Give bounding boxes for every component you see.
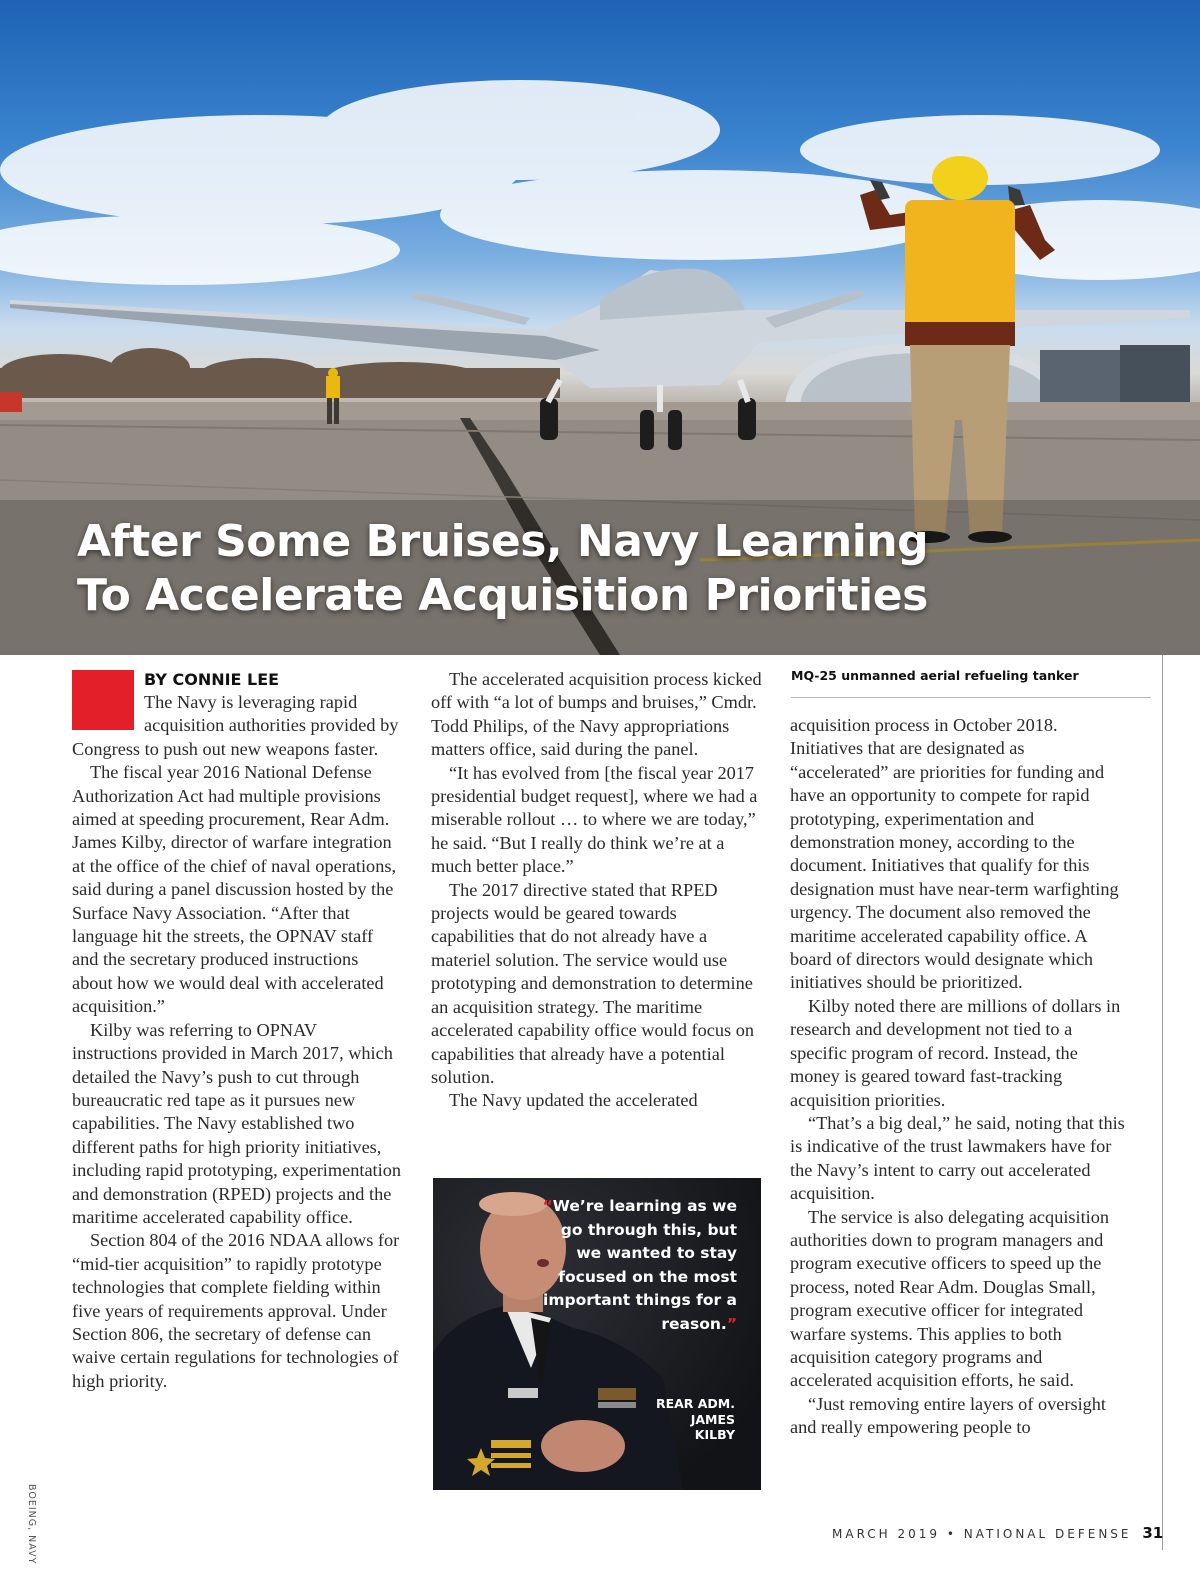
paragraph: The Navy updated the accelerated <box>449 1090 698 1111</box>
attribution-line: JAMES <box>690 1411 735 1427</box>
paragraph: The accelerated acquisition process kicked off with “a lot of bumps and bruises,” Cmdr. Todd Philips, of the Navy appropriations matters office, said during the panel. <box>431 669 762 760</box>
headline-line-1: After Some Bruises, Navy Learning <box>77 516 929 567</box>
clouds <box>0 80 1200 285</box>
paragraph: Kilby noted there are millions of dollars in research and development not tied to a specific program of record. Instead, the money is geared toward fast-tracking acquisition priorities. <box>790 995 1121 1110</box>
pullquote-text: We’re learning as we go through this, but we wanted to stay focused on the most important things for a reason. <box>543 1197 737 1333</box>
article-column-1 <box>72 668 402 1393</box>
attribution-line: KILBY <box>694 1427 735 1442</box>
headline-line-2: To Accelerate Acquisition Priorities <box>77 570 928 621</box>
photo-credit: BOEING, NAVY <box>26 1484 37 1565</box>
hero-photo <box>0 0 1200 655</box>
photo-caption: MQ-25 unmanned aerial refueling tanker <box>791 668 1151 698</box>
page-footer <box>832 1524 1163 1542</box>
pullquote-attribution <box>615 1396 735 1443</box>
tree-line <box>0 348 560 398</box>
open-quote-mark: “ <box>542 1197 553 1215</box>
pullquote-photo <box>433 1178 761 1490</box>
byline: BY CONNIE LEE <box>144 670 280 689</box>
close-quote-mark: ” <box>726 1314 737 1333</box>
article-column-3 <box>790 714 1125 1440</box>
paragraph: The fiscal year 2016 National Defense Authorization Act had multiple provisions aimed at speeding procurement, Rear Adm. James Kilby, director of warfare integration at the office of the chief of naval operations, said during a panel discussion hosted by the Surface Navy Association. “After that language hit the streets, the OPNAV staff and the secretary produced instructions about how we would deal with accelerated acquisition.” <box>72 762 397 1017</box>
paragraph: “Just removing entire layers of oversight and really empowering people to <box>790 1393 1107 1438</box>
page-number: 31 <box>1142 1524 1164 1542</box>
paragraph: Section 804 of the 2016 NDAA allows for “mid-tier acquisition” to rapidly prototype technologies that complete fielding within five years of requirements approval. Under Section 806, the secretary of defense can waive certain regulations for technologies of high priority. <box>72 1230 400 1391</box>
attribution-line: REAR ADM. <box>655 1396 735 1411</box>
paragraph: Kilby was referring to OPNAV instructions provided in March 2017, which detailed the Navy’s push to cut through bureaucratic red tape as it pursues new capabilities. The Navy established two different paths for high priority initiatives, including rapid prototyping, experimentation and demonstration (RPED) projects and the maritime accelerated capability office. <box>72 1019 401 1227</box>
paragraph: The service is also delegating acquisition authorities down to program managers and program executive officers to speed up the process, noted Rear Adm. Douglas Small, program executive officer for integrated warfare systems. This applies to both acquisition category programs and accelerated acquisition efforts, he said. <box>790 1206 1110 1391</box>
article-column-2 <box>431 668 763 1113</box>
headline <box>77 515 957 623</box>
red-square-marker <box>72 670 134 730</box>
column-rule <box>1162 655 1163 1550</box>
paragraph: The Navy is leveraging rapid acquisition authorities provided by Congress to push out new weapons faster. <box>72 692 399 759</box>
red-vehicle <box>0 392 22 412</box>
paragraph: acquisition process in October 2018. Initiatives that are designated as “accelerated” are priorities for funding and have an opportunity to compete for rapid prototyping, experimentation and demonstration money, according to the document. Initiatives that qualify for this designation must have near-term warfighting urgency. The document also removed the maritime accelerated capability office. A board of directors would designate which initiatives should be prioritized. <box>790 715 1119 993</box>
paragraph: “It has evolved from [the fiscal year 2017 presidential budget request], where we had a miserable rollout … to where we are today,” he said. “But I really do think we’re at a much better place.” <box>431 762 758 877</box>
lead-paragraph-block <box>72 668 402 761</box>
pullquote-text-block <box>537 1195 737 1336</box>
paragraph: The 2017 directive stated that RPED projects would be geared towards capabilities that do not already have a materiel solution. The service would use prototyping and demonstration to determine an acquisition strategy. The maritime accelerated capability office would focus on capabilities that already have a potential solution. <box>431 879 754 1087</box>
issue-label: MARCH 2019 • NATIONAL DEFENSE <box>832 1527 1132 1541</box>
paragraph: “That’s a big deal,” he said, noting that this is indicative of the trust lawmakers have for the Navy’s intent to carry out accelerated acquisition. <box>790 1112 1125 1204</box>
